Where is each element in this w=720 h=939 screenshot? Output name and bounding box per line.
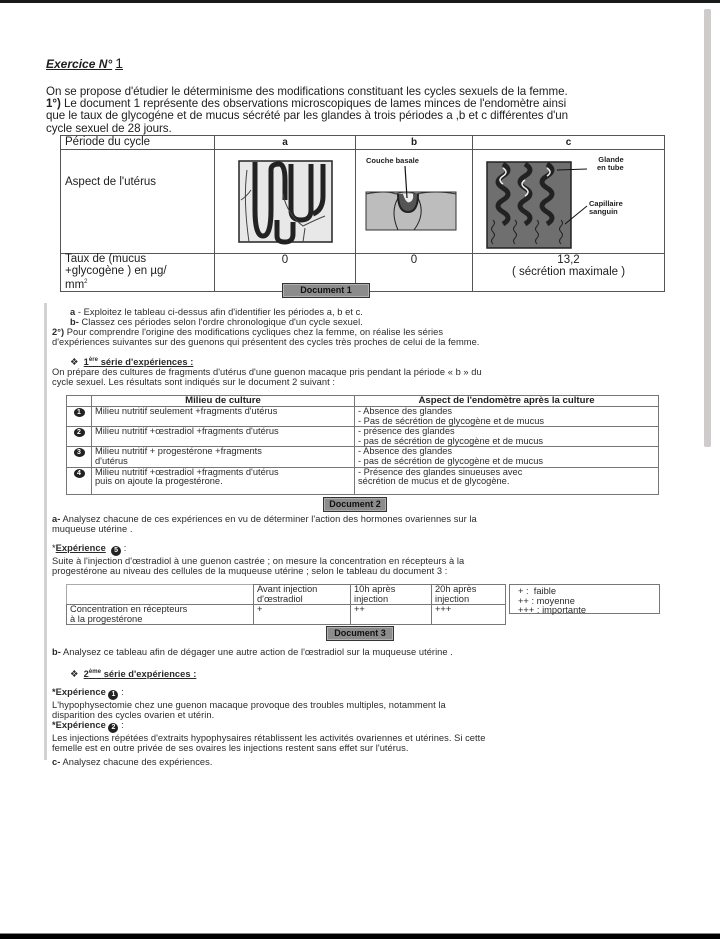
q1b-text: Classez ces périodes selon l'ordre chronologique d'un cycle sexuel. <box>78 317 363 327</box>
aspect-cell: - Présence des glandes sinueuses avec sécrétion de mucus et de glycogène. <box>355 467 659 494</box>
rate-c-note: ( sécrétion maximale ) <box>511 266 626 278</box>
experience-5-label: Expérience <box>55 543 106 553</box>
rate-c: 13,2 ( sécrétion maximale ) <box>473 254 665 292</box>
series-1-title: série d'expériences : <box>98 357 194 368</box>
basal-layer-label: Couche basale <box>366 156 419 165</box>
q2-text: Pour comprendre l'origine des modifications cycliques chez la femme, on réalise les séries <box>64 327 444 337</box>
legend-item: +++ : importante <box>518 605 586 616</box>
exercise-number: 1 <box>115 55 123 71</box>
figure-b-cell <box>356 150 473 254</box>
period-header: Période du cycle <box>61 136 215 150</box>
medium-cell: Milieu nutritif + progestérone +fragments d'utérus <box>92 447 355 467</box>
left-margin-bar <box>44 303 47 760</box>
q2a-text-2: muqueuse utérine . <box>52 524 133 534</box>
figure-c-cell <box>473 150 665 254</box>
legend-item: ++ : moyenne <box>518 595 575 606</box>
scrollbar-thumb[interactable] <box>704 9 711 447</box>
endometrium-figure-b <box>356 150 464 250</box>
aspect-cell: - Absence des glandes - pas de sécrétion de glycogène et de mucus <box>355 447 659 467</box>
bottom-edge <box>0 933 720 939</box>
questions-1 <box>52 307 682 347</box>
experience-number-badge: 5 <box>111 546 121 556</box>
q3b-label: b- <box>52 647 61 657</box>
gland-label: Glande en tube <box>597 155 624 172</box>
period-a: a <box>215 136 356 150</box>
experience-5-text-1: Suite à l'injection d'œstradiol à une guenon castrée ; on mesure la concentration en récepteurs à la <box>52 556 465 566</box>
series-2-number: 2 <box>83 669 89 680</box>
experiences-series-2: *Expérience 1 : L'hypophysectomie chez une guenon macaque provoque des troubles multiples, notamment la disparition des cycles ovarien et utérin. *Expérience 2 : Les injections répétées d'extraits hypophysaires rétablissent les activités ovariennes et utérines. Si cette femelle est en outre privée de ses ovaires les injections restent sans effet sur l'utérus. <box>52 687 682 753</box>
doc3-empty-header <box>67 585 254 605</box>
diamond-bullet-icon: ❖ <box>70 669 79 680</box>
experience-number-badge: 2 <box>108 723 118 733</box>
document-3-table <box>66 584 506 625</box>
q3b-text: Analysez ce tableau afin de dégager une autre action de l'œstradiol sur la muqueuse utérine . <box>60 647 453 657</box>
table-row <box>67 605 506 625</box>
q1-text-3: cycle sexuel de 28 jours. <box>46 121 172 135</box>
document-3-legend <box>509 584 660 614</box>
value-10h: ++ <box>351 605 432 625</box>
row-number-badge: 1 <box>74 408 85 417</box>
document-2-table <box>66 395 659 495</box>
medium-cell: Milieu nutritif seulement +fragments d'utérus <box>92 407 355 427</box>
exercise-title-text: Exercice N° <box>46 57 113 71</box>
exercise-title <box>46 55 123 71</box>
period-c: c <box>473 136 665 150</box>
concentration-label: Concentration en récepteurs à la progestérone <box>67 605 254 625</box>
rate-b: 0 <box>356 254 473 292</box>
experience-number-badge: 1 <box>108 690 118 700</box>
header-10h: 10h après injection <box>351 585 432 605</box>
series-1-number: 1 <box>83 357 89 368</box>
table-row <box>67 427 659 447</box>
table-row <box>67 407 659 427</box>
q2a-label: a- <box>52 514 61 524</box>
intro-line: On se propose d'étudier le déterminisme des modifications constituant les cycles sexuels de la femme. <box>46 85 568 98</box>
intro-paragraph <box>46 86 686 135</box>
aspect-header: Aspect de l'endomètre après la culture <box>355 396 659 407</box>
header-20h: 20h après injection <box>432 585 506 605</box>
table-row <box>67 447 659 467</box>
questions-3 <box>52 647 682 657</box>
questions-4 <box>52 757 682 767</box>
aspect-label: Aspect de l'utérus <box>61 150 215 254</box>
series-2-title: série d'expériences : <box>101 669 197 680</box>
header-before-injection: Avant injection d'œstradiol <box>254 585 351 605</box>
rate-label: Taux de (mucus +glycogène ) en µg/ $mm^2$ <box>61 254 215 292</box>
experience-1-text-2: disparition des cycles ovarien et utérin. <box>52 710 215 720</box>
q2a-text: Analysez chacune de ces expériences en vu de déterminer l'action des hormones ovariennes sur la <box>60 514 477 524</box>
row-number-badge: 3 <box>74 448 85 457</box>
rate-a: 0 <box>215 254 356 292</box>
series-2: ❖ 2ème série d'expériences : <box>70 669 197 680</box>
q1b-label: b- <box>70 317 79 327</box>
q1-label: 1°) <box>46 97 61 111</box>
document-3-badge: Document 3 <box>326 626 394 641</box>
medium-cell: Milieu nutritif +œstradiol +fragments d'utérus puis on ajoute la progestérone. <box>92 467 355 494</box>
row-number-badge: 4 <box>74 469 85 478</box>
legend-item: + : faible <box>518 586 557 596</box>
figure-a-cell <box>215 150 356 254</box>
series-1: ❖ 1ère série d'expériences : On prépare des cultures de fragments d'utérus d'une guenon macaque pris pendant la période « b » du cycle sexuel. Les résultats sont indiqués sur le document 2 suivant : <box>52 355 682 387</box>
row-number-badge: 2 <box>74 428 85 437</box>
medium-header: Milieu de culture <box>92 396 355 407</box>
document-1-table <box>60 135 665 292</box>
value-20h: +++ <box>432 605 506 625</box>
q4c-label: c- <box>52 757 61 767</box>
table-row <box>67 467 659 494</box>
q1-text-2: que le taux de glycogéne et de mucus sécrété par les glandes à trois périodes a ,b et c différentes d'un <box>46 109 569 123</box>
diamond-bullet-icon: ❖ <box>70 357 79 368</box>
q1-text: Le document 1 représente des observations microscopiques de lames minces de l'endomètre ainsi <box>60 97 567 111</box>
experience-2-label: Expérience <box>55 720 106 730</box>
document-2-badge: Document 2 <box>323 497 387 512</box>
series-1-text-1: On prépare des cultures de fragments d'utérus d'une guenon macaque pris pendant la période « b » du <box>52 367 482 378</box>
series-1-text-2: cycle sexuel. Les résultats sont indiqués sur le document 2 suivant : <box>52 377 336 388</box>
doc2-empty-header <box>67 396 92 407</box>
experience-2-text-1: Les injections répétées d'extraits hypophysaires rétablissent les activités ovariennes et utérines. Si cette <box>52 733 486 743</box>
q2-text-2: d'expériences suivantes sur des guenons qui présentent des cycles très proches de celui de la femme. <box>52 337 480 347</box>
capillary-label: Capillaire sanguin <box>589 199 623 216</box>
value-before: + <box>254 605 351 625</box>
q2-label: 2°) <box>52 327 65 337</box>
aspect-cell: - Absence des glandes - Pas de sécrétion de glycogène et de mucus <box>355 407 659 427</box>
experience-1-text-1: L'hypophysectomie chez une guenon macaque provoque des troubles multiples, notamment la <box>52 700 446 710</box>
experience-5-text-2: progestérone au niveau des cellules de la muqueuse utérine ; selon le tableau du document 3 : <box>52 566 448 576</box>
document-1-badge: Document 1 <box>282 283 370 298</box>
endometrium-figure-a <box>215 150 347 250</box>
q1a-text: - Exploitez le tableau ci-dessus afin d'identifier les périodes a, b et c. <box>75 307 363 317</box>
q4c-text: Analysez chacune des expériences. <box>60 757 213 767</box>
experience-5: *Expérience 5 : Suite à l'injection d'œstradiol à une guenon castrée ; on mesure la concentration en récepteurs à la progestérone au niveau des cellules de la muqueuse utérine ; selon le tableau du document 3 : <box>52 543 682 576</box>
aspect-cell: - présence des glandes - pas de sécrétion de glycogène et de mucus <box>355 427 659 447</box>
medium-cell: Milieu nutritif +œstradiol +fragments d'utérus <box>92 427 355 447</box>
experience-2-text-2: femelle est en outre privée de ses ovaires les injections restent sans effet sur l'utérus. <box>52 743 409 753</box>
experience-1-label: Expérience <box>55 687 106 697</box>
q1a-label: a <box>70 307 76 317</box>
period-b: b <box>356 136 473 150</box>
questions-2 <box>52 514 682 534</box>
top-edge <box>0 0 720 3</box>
